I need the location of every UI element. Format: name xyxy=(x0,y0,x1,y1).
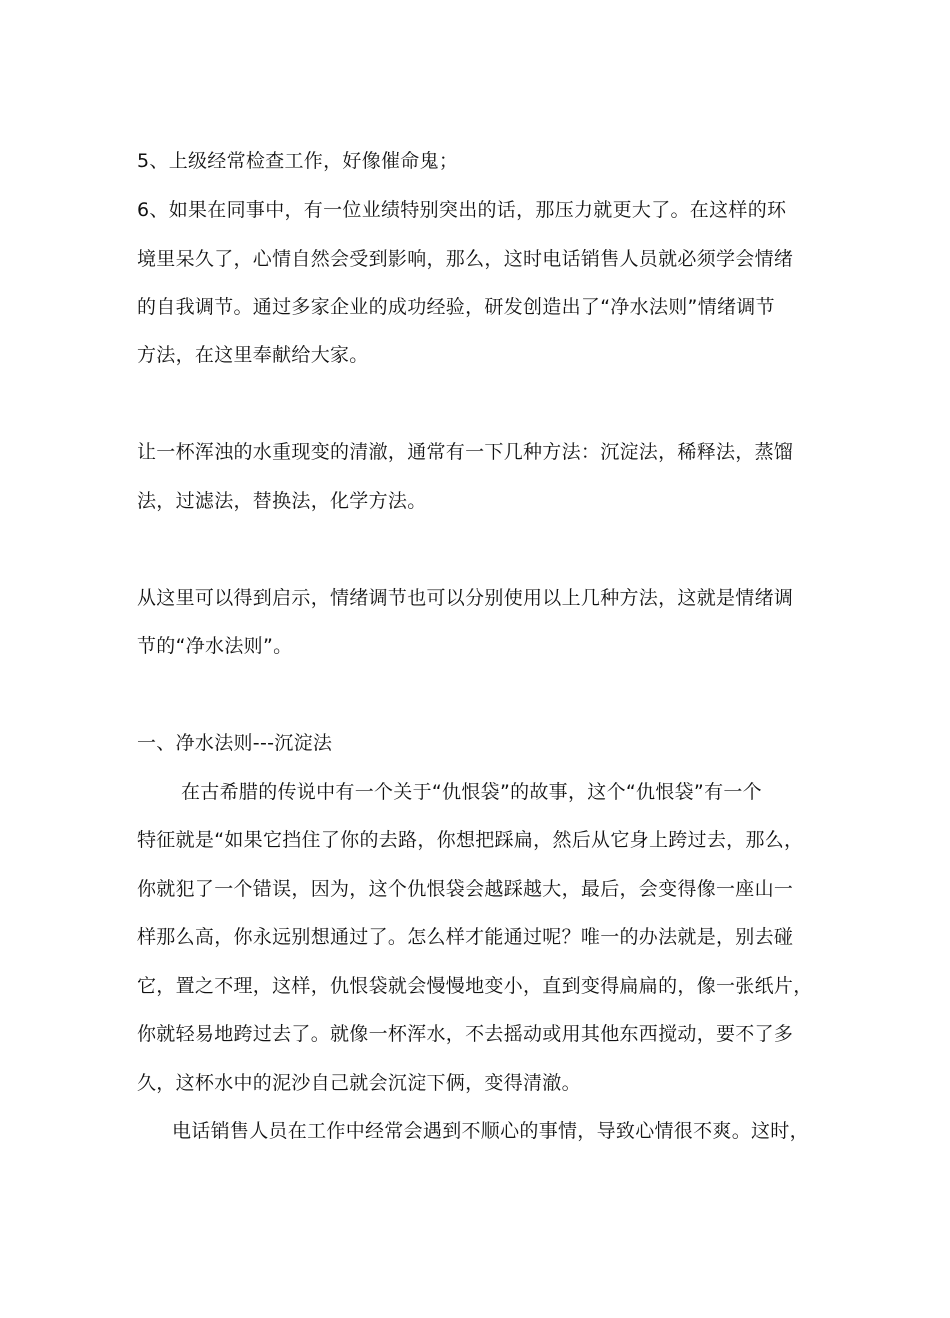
text-line: 境里呆久了，心情自然会受到影响，那么，这时电话销售人员就必须学会情绪 xyxy=(137,248,794,270)
text-line: 法，过滤法，替换法，化学方法。 xyxy=(137,490,427,512)
text-line: 样那么高，你永远别想通过了。怎么样才能通过呢？唯一的办法就是，别去碰 xyxy=(137,926,794,948)
text-line: 电话销售人员在工作中经常会遇到不顺心的事情，导致心情很不爽。这时， xyxy=(172,1120,809,1142)
text-line: 特征就是“如果它挡住了你的去路，你想把踩扁，然后从它身上跨过去，那么， xyxy=(137,829,804,851)
text-line: 在古希腊的传说中有一个关于“仇恨袋”的故事，这个“仇恨袋”有一个 xyxy=(181,781,762,803)
text-line: 的自我调节。通过多家企业的成功经验，研发创造出了“净水法则”情绪调节 xyxy=(137,296,775,318)
text-line: 方法，在这里奉献给大家。 xyxy=(137,344,369,366)
text-line: 你就轻易地跨过去了。就像一杯浑水，不去摇动或用其他东西搅动，要不了多 xyxy=(137,1023,794,1045)
text-line: 久，这杯水中的泥沙自己就会沉淀下俩，变得清澈。 xyxy=(137,1072,581,1094)
text-line: 5、上级经常检查工作，好像催命鬼； xyxy=(137,150,459,172)
text-line: 让一杯浑浊的水重现变的清澈，通常有一下几种方法：沉淀法，稀释法，蒸馏 xyxy=(137,441,794,463)
text-line: 节的“净水法则”。 xyxy=(137,635,293,657)
section-heading: 一、净水法则---沉淀法 xyxy=(137,732,333,754)
text-line: 它，置之不理，这样，仇恨袋就会慢慢地变小，直到变得扁扁的，像一张纸片， xyxy=(137,975,813,997)
text-line: 从这里可以得到启示，情绪调节也可以分别使用以上几种方法，这就是情绪调 xyxy=(137,587,794,609)
text-line: 6、如果在同事中，有一位业绩特别突出的话，那压力就更大了。在这样的环 xyxy=(137,199,787,221)
text-line: 你就犯了一个错误，因为，这个仇恨袋会越踩越大，最后，会变得像一座山一 xyxy=(137,878,794,900)
